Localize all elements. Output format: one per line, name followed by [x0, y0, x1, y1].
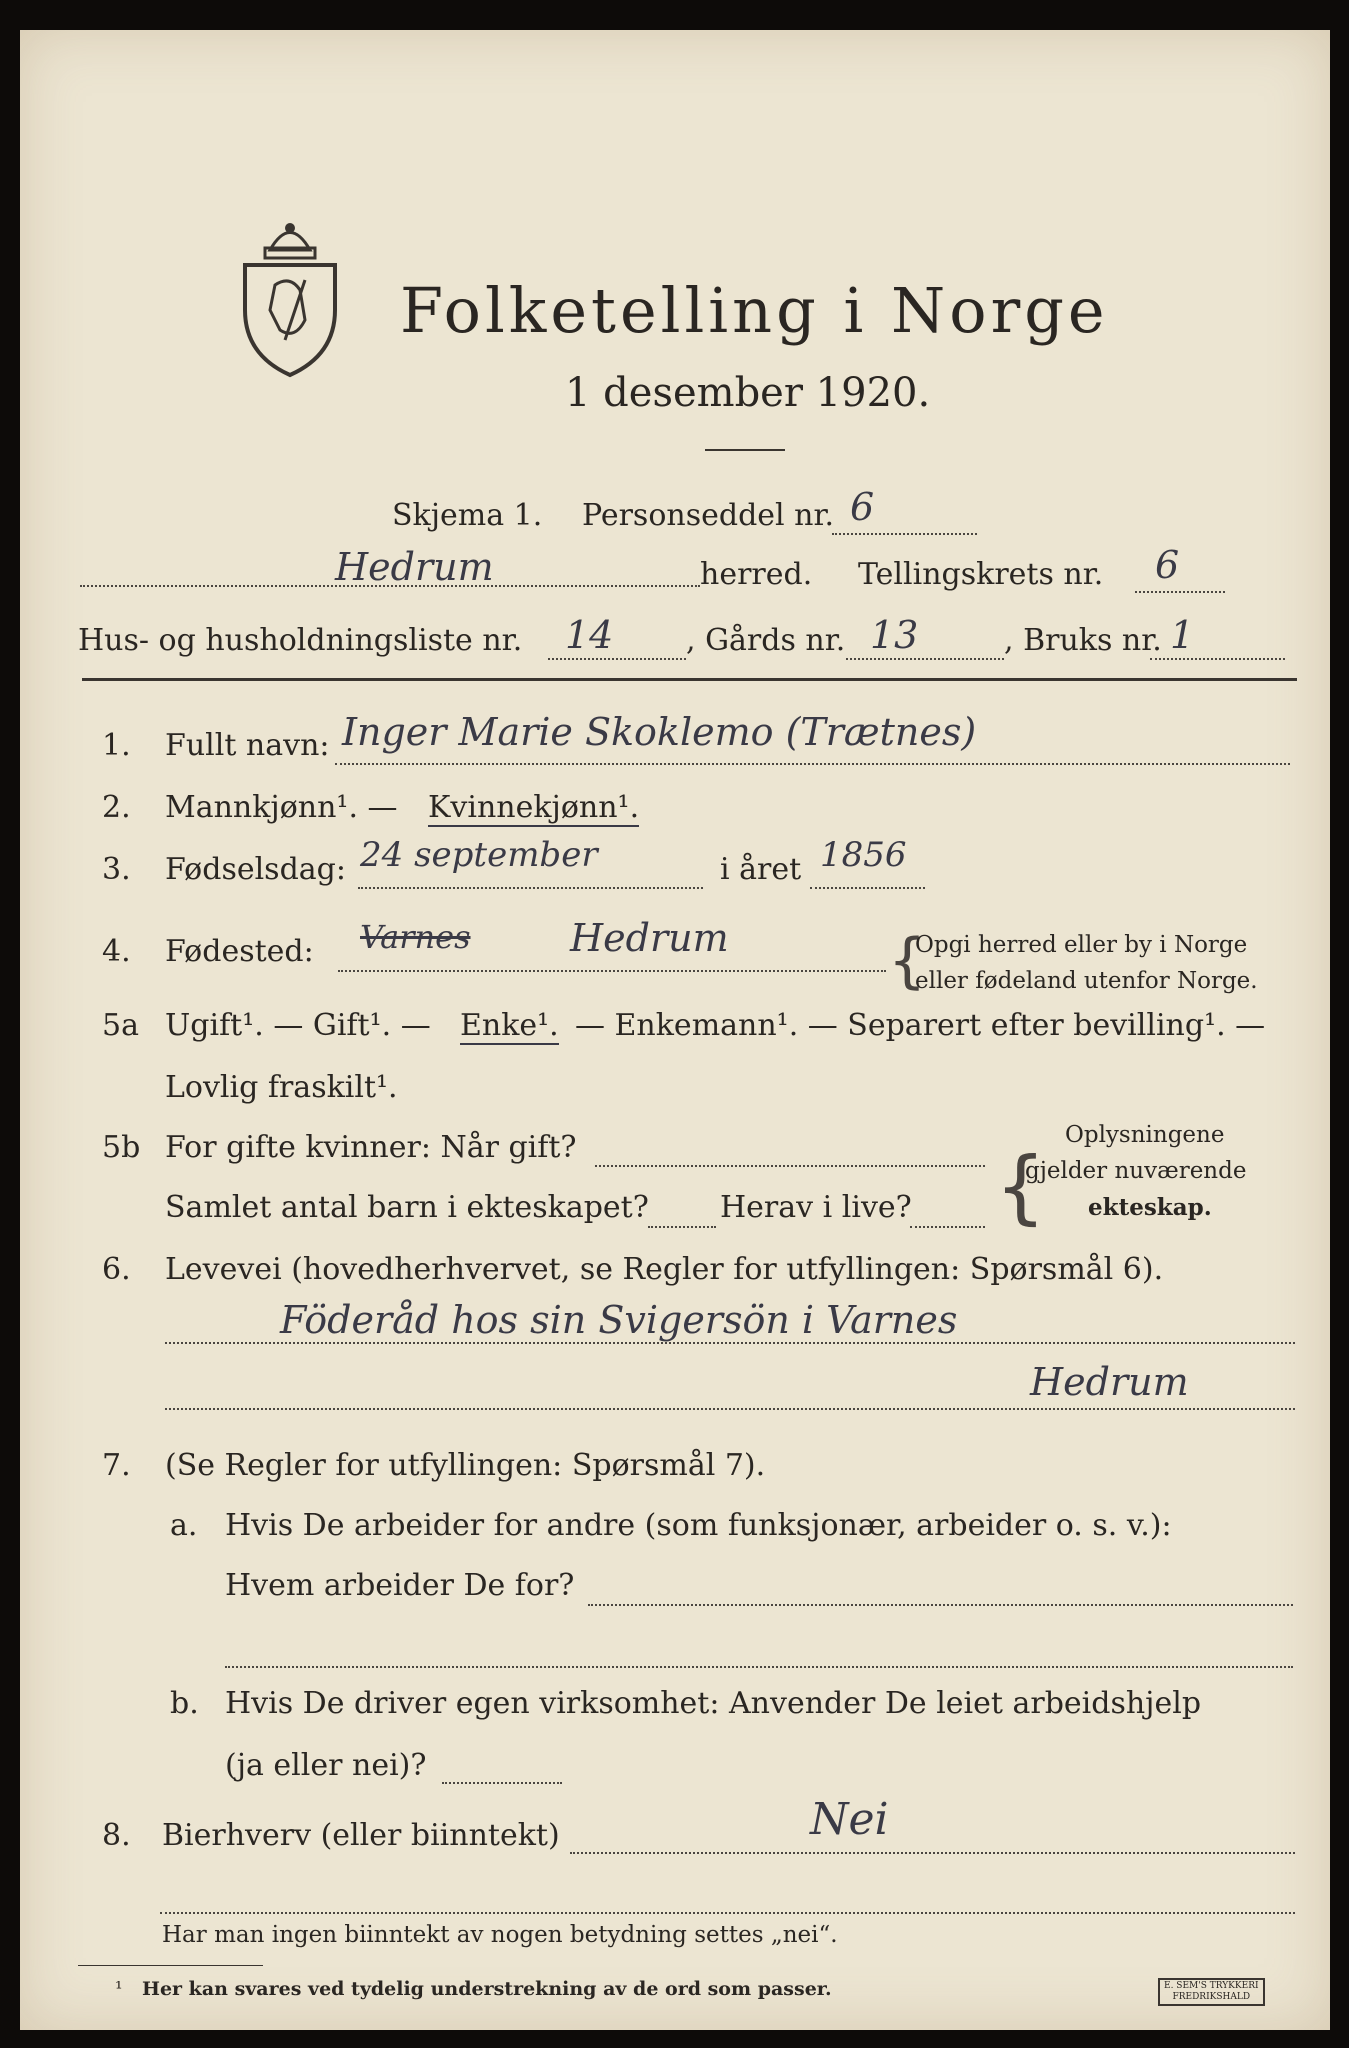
q5a-divorced-option[interactable]: Lovlig fraskilt¹.: [165, 1070, 398, 1105]
q1-full-name-label: Fullt navn:: [165, 728, 330, 763]
q2-male-option[interactable]: Mannkjønn¹. —: [165, 790, 398, 825]
q7a-employer-label: Hvem arbeider De for?: [225, 1568, 575, 1603]
personseddel-label: Personseddel nr.: [582, 498, 835, 533]
footnote-divider: [78, 1965, 263, 1966]
q7a-number: a.: [170, 1508, 198, 1543]
q4-number: 4.: [102, 934, 131, 969]
census-form-sheet: [20, 30, 1330, 2030]
q5a-unmarried-married-options[interactable]: Ugift¹. — Gift¹. —: [165, 1008, 431, 1043]
q5b-when-married-label: For gifte kvinner: Når gift?: [165, 1130, 577, 1165]
q4-note-line1: Opgi herred eller by i Norge: [915, 932, 1248, 958]
personseddel-value[interactable]: 6: [850, 485, 875, 529]
q3-year-label: i året: [720, 852, 802, 887]
q3-number: 3.: [102, 852, 131, 887]
q1-number: 1.: [102, 728, 131, 763]
census-date: 1 desember 1920.: [565, 370, 931, 416]
q5a-number: 5a: [102, 1008, 139, 1043]
q5b-number: 5b: [102, 1130, 141, 1165]
q4-note-brace: {: [888, 926, 927, 996]
bruks-value[interactable]: 1: [1170, 613, 1195, 657]
footnote-text: Her kan svares ved tydelig understrekning av de ord som passer.: [142, 1978, 832, 2000]
q8-number: 8.: [102, 1818, 131, 1853]
q3-year-value[interactable]: 1856: [820, 835, 907, 875]
footnote-mark: ¹: [115, 1978, 123, 2000]
gards-label: , Gårds nr.: [686, 623, 846, 658]
q3-birthday-value[interactable]: 24 september: [360, 835, 598, 875]
q8-side-income-label: Bierhverv (eller biinntekt): [162, 1818, 560, 1853]
tellingskrets-label: Tellingskrets nr.: [858, 557, 1104, 592]
bruks-label: , Bruks nr.: [1004, 623, 1162, 658]
q2-female-option[interactable]: Kvinnekjønn¹.: [428, 790, 640, 825]
q1-full-name-value[interactable]: Inger Marie Skoklemo (Trætnes): [342, 710, 977, 754]
printer-mark-line1: E. SEM'S TRYKKERI: [1164, 1981, 1259, 1991]
q5b-note-line1: Oplysningene: [1065, 1122, 1225, 1148]
printer-mark: [1158, 1978, 1265, 2006]
form-title: Folketelling i Norge: [400, 274, 1109, 347]
q6-occupation-label: Levevei (hovedherhvervet, se Regler for utfyllingen: Spørsmål 6).: [165, 1252, 1164, 1287]
q5b-children-label: Samlet antal barn i ekteskapet?: [165, 1190, 649, 1225]
q7-number: 7.: [102, 1448, 131, 1483]
q3-birthday-label: Fødselsdag:: [165, 852, 346, 887]
q7a-employer-field[interactable]: [588, 1604, 1293, 1606]
herred-value[interactable]: Hedrum: [335, 545, 494, 589]
q7a-text: Hvis De arbeider for andre (som funksjonær, arbeider o. s. v.):: [225, 1508, 1172, 1543]
q7b-hired-help-label: (ja eller nei)?: [225, 1748, 427, 1783]
q6-number: 6.: [102, 1252, 131, 1287]
schema-label: Skjema 1.: [392, 498, 543, 533]
q5b-note-line3: ekteskap.: [1088, 1194, 1212, 1221]
tellingskrets-value[interactable]: 6: [1155, 543, 1180, 587]
q8-side-income-value[interactable]: Nei: [810, 1794, 889, 1845]
q5a-widow-option[interactable]: Enke¹.: [460, 1008, 559, 1043]
q5a-other-options[interactable]: — Enkemann¹. — Separert efter bevilling¹. —: [575, 1008, 1266, 1043]
q5b-note-line2: gjelder nuværende: [1025, 1158, 1247, 1184]
header-divider: [82, 678, 1297, 681]
q4-note-line2: eller fødeland utenfor Norge.: [915, 968, 1258, 994]
q7b-hired-help-field[interactable]: [442, 1782, 562, 1784]
q2-number: 2.: [102, 790, 131, 825]
gards-value[interactable]: 13: [870, 613, 919, 657]
q6-occupation-value-continued[interactable]: Hedrum: [1030, 1360, 1189, 1404]
herred-label: herred.: [700, 557, 813, 592]
title-divider: [705, 449, 785, 451]
hus-value[interactable]: 14: [565, 613, 614, 657]
printer-mark-line2: FREDRIKSHALD: [1172, 1992, 1251, 2002]
hus-label: Hus- og husholdningsliste nr.: [78, 623, 523, 658]
q4-struck-value: Varnes: [360, 918, 471, 956]
q5b-note-brace: {: [995, 1140, 1046, 1233]
footer-note: Har man ingen biinntekt av nogen betydning settes „nei“.: [162, 1922, 838, 1948]
q4-birthplace-label: Fødested:: [165, 934, 314, 969]
q4-birthplace-value[interactable]: Hedrum: [570, 916, 729, 960]
q7b-text: Hvis De driver egen virksomhet: Anvender De leiet arbeidshjelp: [225, 1686, 1202, 1721]
q5b-alive-label: Herav i live?: [720, 1190, 912, 1225]
norwegian-coat-of-arms-icon: [235, 210, 345, 380]
q7-label: (Se Regler for utfyllingen: Spørsmål 7).: [165, 1448, 766, 1483]
q6-occupation-value[interactable]: Föderåd hos sin Svigersön i Varnes: [280, 1298, 958, 1342]
q7b-number: b.: [170, 1686, 199, 1721]
